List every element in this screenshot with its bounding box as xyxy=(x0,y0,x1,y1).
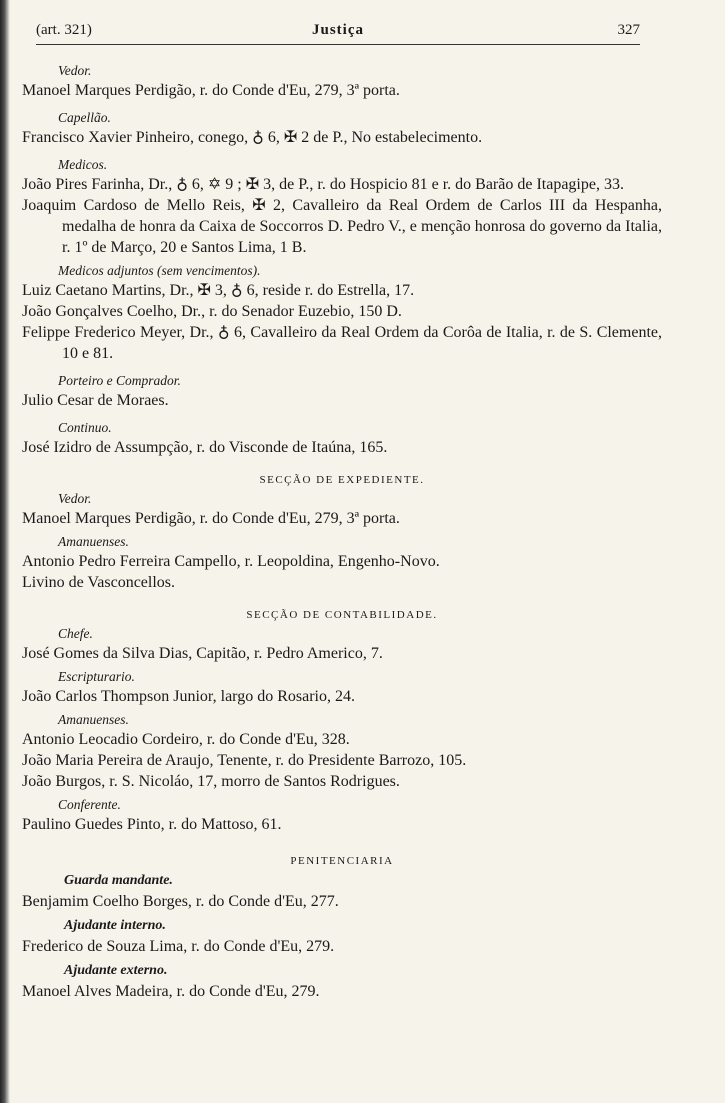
staff-entry: Frederico de Souza Lima, r. do Conde d'Eu, 279. xyxy=(22,938,335,955)
staff-entry: Manoel Alves Madeira, r. do Conde d'Eu, 279. xyxy=(22,983,320,1000)
staff-entry: Livino de Vasconcellos. xyxy=(22,574,176,591)
role-heading: Ajudante interno. xyxy=(64,918,166,933)
running-title: Justiça xyxy=(312,22,364,38)
staff-entry: Francisco Xavier Pinheiro, conego, ♁ 6, ✠ 2 de P., No estabelecimento. xyxy=(22,129,483,146)
staff-entry: Luiz Caetano Martins, Dr., ✠ 3, ♁ 6, reside r. do Estrella, 17. xyxy=(22,282,415,299)
section-title: SECÇÃO DE EXPEDIENTE. xyxy=(259,474,425,486)
staff-entry: João Carlos Thompson Junior, largo do Rosario, 24. xyxy=(22,688,355,705)
role-heading: Amanuenses. xyxy=(58,712,129,727)
page-content xyxy=(22,62,662,1002)
staff-entry: Antonio Pedro Ferreira Campello, r. Leopoldina, Engenho-Novo. xyxy=(22,553,440,570)
running-header xyxy=(36,22,640,44)
staff-entry: Manoel Marques Perdigão, r. do Conde d'Eu, 279, 3ª porta. xyxy=(22,510,400,527)
article-reference: (art. 321) xyxy=(36,22,92,38)
role-heading: Capellão. xyxy=(58,110,111,125)
staff-entry: João Pires Farinha, Dr., ♁ 6, ✡ 9 ; ✠ 3, de P., r. do Hospicio 81 e r. do Barão de Itapagipe, 33. xyxy=(22,176,624,193)
role-heading: Vedor. xyxy=(58,491,92,506)
section-title: PENITENCIARIA xyxy=(290,855,394,867)
staff-entry: João Burgos, r. S. Nicoláo, 17, morro de Santos Rodrigues. xyxy=(22,773,400,790)
staff-entry: João Gonçalves Coelho, Dr., r. do Senador Euzebio, 150 D. xyxy=(22,303,402,320)
staff-entry: Joaquim Cardoso de Mello Reis, ✠ 2, Cavalleiro da Real Ordem de Carlos III da Hespanha, medalha de honra da Caixa de Soccorros D. Pedro V., e menção honrosa do governo da Italia, r. 1º de Março, 20 e Santos Lima, 1 B. xyxy=(22,197,662,256)
role-heading: Amanuenses. xyxy=(58,534,129,549)
role-heading: Vedor. xyxy=(58,63,92,78)
section-title: SECÇÃO DE CONTABILIDADE. xyxy=(246,609,438,621)
staff-entry: Paulino Guedes Pinto, r. do Mattoso, 61. xyxy=(22,816,282,833)
page-number: 327 xyxy=(617,22,640,38)
role-heading: Continuo. xyxy=(58,420,112,435)
staff-entry: Antonio Leocadio Cordeiro, r. do Conde d'Eu, 328. xyxy=(22,731,350,748)
role-heading: Porteiro e Comprador. xyxy=(58,373,181,388)
staff-entry: Manoel Marques Perdigão, r. do Conde d'Eu, 279, 3ª porta. xyxy=(22,82,400,99)
staff-entry: José Gomes da Silva Dias, Capitão, r. Pedro Americo, 7. xyxy=(22,645,383,662)
staff-entry: José Izidro de Assumpção, r. do Visconde de Itaúna, 165. xyxy=(22,439,388,456)
staff-entry: João Maria Pereira de Araujo, Tenente, r. do Presidente Barrozo, 105. xyxy=(22,752,467,769)
staff-entry: Felippe Frederico Meyer, Dr., ♁ 6, Cavalleiro da Real Ordem da Corôa de Italia, r. de S. Clemente, 10 e 81. xyxy=(22,324,662,362)
role-heading: Medicos. xyxy=(58,157,108,172)
role-heading: Ajudante externo. xyxy=(64,963,168,978)
page-binding-edge xyxy=(0,0,10,1103)
staff-entry: Julio Cesar de Moraes. xyxy=(22,392,169,409)
role-heading: Conferente. xyxy=(58,797,121,812)
role-heading: Escripturario. xyxy=(58,669,135,684)
role-heading: Chefe. xyxy=(58,626,93,641)
header-rule xyxy=(36,44,640,45)
role-heading: Medicos adjuntos (sem vencimentos). xyxy=(58,263,261,278)
staff-entry: Benjamim Coelho Borges, r. do Conde d'Eu, 277. xyxy=(22,893,339,910)
role-heading: Guarda mandante. xyxy=(64,873,173,888)
